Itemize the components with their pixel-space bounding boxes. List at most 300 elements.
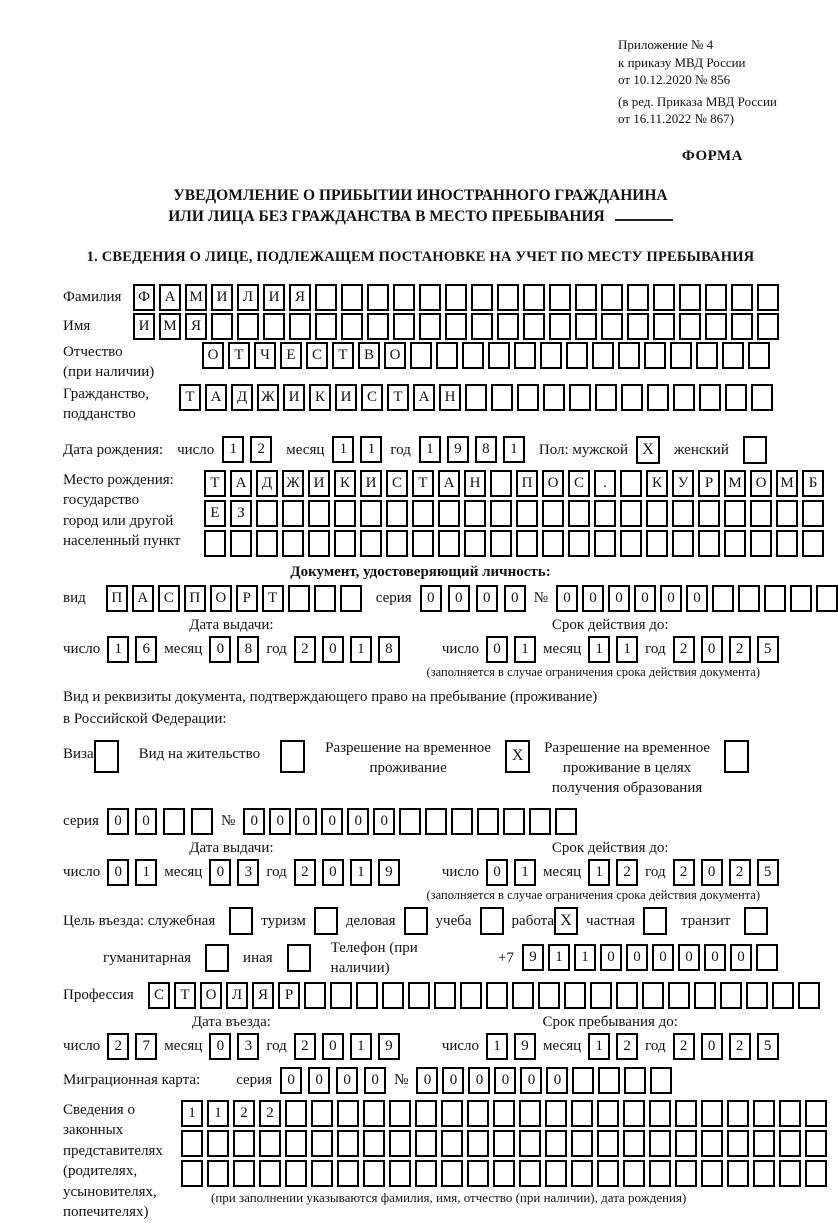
char-cell[interactable]: Т [412,470,434,497]
char-cell[interactable] [523,313,545,340]
char-cell[interactable]: Ч [254,342,276,369]
char-cell[interactable]: 0 [364,1067,386,1094]
char-cell[interactable] [514,342,536,369]
char-cell[interactable] [649,1130,671,1157]
char-cell[interactable] [595,384,617,411]
char-cell[interactable]: М [724,470,746,497]
char-cell[interactable]: 9 [447,436,469,463]
char-cell[interactable]: . [594,470,616,497]
char-cell[interactable] [790,585,812,612]
char-cell[interactable]: 3 [237,859,259,886]
char-cell[interactable] [337,1100,359,1127]
char-cell[interactable] [382,982,404,1009]
char-cell[interactable] [701,1160,723,1187]
char-cell[interactable]: 0 [347,808,369,835]
char-cell[interactable]: 8 [237,636,259,663]
char-cell[interactable]: 0 [486,636,508,663]
char-cell[interactable]: 2 [673,859,695,886]
char-cell[interactable] [675,1100,697,1127]
char-cell[interactable] [727,1160,749,1187]
char-cell[interactable]: Т [179,384,201,411]
temp-residence-checkbox[interactable]: X [505,740,530,773]
char-cell[interactable]: 1 [332,436,354,463]
char-cell[interactable] [650,1067,672,1094]
char-cell[interactable]: 2 [729,636,751,663]
char-cell[interactable]: 0 [448,585,470,612]
char-cell[interactable] [467,1100,489,1127]
char-cell[interactable] [597,1130,619,1157]
char-cell[interactable]: М [159,313,181,340]
char-cell[interactable] [594,500,616,527]
char-cell[interactable]: И [360,470,382,497]
char-cell[interactable] [696,342,718,369]
char-cell[interactable]: В [358,342,380,369]
char-cell[interactable] [644,342,666,369]
char-cell[interactable]: 9 [522,944,544,971]
char-cell[interactable]: С [361,384,383,411]
char-cell[interactable]: Я [185,313,207,340]
char-cell[interactable] [670,342,692,369]
char-cell[interactable] [545,1160,567,1187]
char-cell[interactable] [438,500,460,527]
char-cell[interactable] [627,284,649,311]
char-cell[interactable] [438,530,460,557]
char-cell[interactable] [543,384,565,411]
char-cell[interactable] [386,530,408,557]
char-cell[interactable] [698,530,720,557]
char-cell[interactable] [389,1100,411,1127]
char-cell[interactable] [415,1100,437,1127]
char-cell[interactable]: 0 [209,636,231,663]
char-cell[interactable] [311,1130,333,1157]
char-cell[interactable]: 0 [476,585,498,612]
char-cell[interactable]: 1 [419,436,441,463]
char-cell[interactable] [233,1160,255,1187]
char-cell[interactable]: Б [802,470,824,497]
char-cell[interactable] [597,1100,619,1127]
char-cell[interactable] [334,500,356,527]
char-cell[interactable]: 2 [294,636,316,663]
char-cell[interactable]: 0 [730,944,752,971]
char-cell[interactable] [441,1130,463,1157]
char-cell[interactable] [256,530,278,557]
char-cell[interactable] [337,1160,359,1187]
char-cell[interactable] [802,500,824,527]
char-cell[interactable] [572,1067,594,1094]
char-cell[interactable] [623,1160,645,1187]
char-cell[interactable] [738,585,760,612]
char-cell[interactable] [360,500,382,527]
char-cell[interactable] [705,313,727,340]
char-cell[interactable]: 1 [350,1033,372,1060]
char-cell[interactable] [519,1160,541,1187]
char-cell[interactable] [568,500,590,527]
char-cell[interactable]: Л [226,982,248,1009]
char-cell[interactable]: 0 [701,859,723,886]
char-cell[interactable]: 0 [704,944,726,971]
char-cell[interactable] [722,342,744,369]
char-cell[interactable] [360,530,382,557]
char-cell[interactable]: 0 [416,1067,438,1094]
char-cell[interactable]: 0 [652,944,674,971]
char-cell[interactable] [594,530,616,557]
purpose-business-checkbox[interactable] [404,907,428,935]
char-cell[interactable]: 1 [574,944,596,971]
char-cell[interactable]: 1 [350,636,372,663]
char-cell[interactable]: Н [439,384,461,411]
char-cell[interactable] [425,808,447,835]
char-cell[interactable] [616,982,638,1009]
char-cell[interactable] [772,982,794,1009]
char-cell[interactable] [334,530,356,557]
char-cell[interactable]: 9 [378,859,400,886]
char-cell[interactable] [308,530,330,557]
char-cell[interactable]: Е [280,342,302,369]
char-cell[interactable]: 0 [686,585,708,612]
char-cell[interactable]: 2 [259,1100,281,1127]
char-cell[interactable]: 8 [475,436,497,463]
char-cell[interactable] [779,1130,801,1157]
char-cell[interactable] [471,313,493,340]
char-cell[interactable] [259,1130,281,1157]
char-cell[interactable] [341,284,363,311]
char-cell[interactable]: 0 [520,1067,542,1094]
char-cell[interactable] [490,530,512,557]
char-cell[interactable] [568,530,590,557]
char-cell[interactable]: О [202,342,224,369]
purpose-private-checkbox[interactable] [643,907,667,935]
char-cell[interactable] [601,284,623,311]
char-cell[interactable] [649,1100,671,1127]
char-cell[interactable]: 0 [494,1067,516,1094]
sex-female-checkbox[interactable] [743,436,767,464]
char-cell[interactable] [490,500,512,527]
char-cell[interactable] [491,384,513,411]
char-cell[interactable] [776,530,798,557]
char-cell[interactable] [620,500,642,527]
char-cell[interactable] [363,1160,385,1187]
char-cell[interactable]: 2 [250,436,272,463]
char-cell[interactable] [434,982,456,1009]
char-cell[interactable] [464,530,486,557]
char-cell[interactable] [233,1130,255,1157]
char-cell[interactable] [441,1100,463,1127]
char-cell[interactable] [393,313,415,340]
char-cell[interactable] [698,500,720,527]
purpose-study-checkbox[interactable] [480,907,504,935]
char-cell[interactable] [191,808,213,835]
char-cell[interactable]: 0 [504,585,526,612]
char-cell[interactable] [647,384,669,411]
char-cell[interactable] [367,313,389,340]
char-cell[interactable] [523,284,545,311]
char-cell[interactable]: 0 [626,944,648,971]
char-cell[interactable] [802,530,824,557]
char-cell[interactable]: 1 [616,636,638,663]
char-cell[interactable]: 0 [336,1067,358,1094]
char-cell[interactable]: 5 [757,1033,779,1060]
char-cell[interactable] [542,500,564,527]
char-cell[interactable] [653,313,675,340]
char-cell[interactable]: 0 [322,1033,344,1060]
char-cell[interactable] [545,1130,567,1157]
char-cell[interactable] [724,530,746,557]
char-cell[interactable] [720,982,742,1009]
char-cell[interactable]: 2 [233,1100,255,1127]
char-cell[interactable] [415,1130,437,1157]
char-cell[interactable]: А [132,585,154,612]
char-cell[interactable] [805,1130,827,1157]
char-cell[interactable]: 2 [673,1033,695,1060]
char-cell[interactable] [341,313,363,340]
char-cell[interactable]: 1 [588,859,610,886]
char-cell[interactable]: 5 [757,859,779,886]
char-cell[interactable]: С [158,585,180,612]
char-cell[interactable]: Ж [257,384,279,411]
char-cell[interactable]: 0 [546,1067,568,1094]
char-cell[interactable]: 0 [468,1067,490,1094]
char-cell[interactable] [816,585,838,612]
char-cell[interactable] [701,1130,723,1157]
char-cell[interactable] [538,982,560,1009]
char-cell[interactable] [445,313,467,340]
char-cell[interactable] [805,1100,827,1127]
char-cell[interactable]: Д [231,384,253,411]
char-cell[interactable] [389,1130,411,1157]
purpose-other-checkbox[interactable] [287,944,311,972]
char-cell[interactable]: 1 [514,636,536,663]
char-cell[interactable]: 0 [442,1067,464,1094]
purpose-transit-checkbox[interactable] [744,907,768,935]
char-cell[interactable] [486,982,508,1009]
char-cell[interactable] [419,284,441,311]
char-cell[interactable] [517,384,539,411]
char-cell[interactable] [673,384,695,411]
char-cell[interactable] [311,1160,333,1187]
char-cell[interactable] [516,530,538,557]
purpose-work-checkbox[interactable]: X [554,907,578,935]
char-cell[interactable] [566,342,588,369]
char-cell[interactable] [731,313,753,340]
char-cell[interactable] [315,284,337,311]
char-cell[interactable] [564,982,586,1009]
char-cell[interactable] [399,808,421,835]
char-cell[interactable] [304,982,326,1009]
char-cell[interactable]: Т [204,470,226,497]
char-cell[interactable] [386,500,408,527]
char-cell[interactable]: 1 [588,636,610,663]
char-cell[interactable] [549,313,571,340]
char-cell[interactable] [490,470,512,497]
char-cell[interactable]: 1 [588,1033,610,1060]
char-cell[interactable] [727,1100,749,1127]
purpose-official-checkbox[interactable] [229,907,253,935]
char-cell[interactable]: 0 [678,944,700,971]
char-cell[interactable]: 0 [321,808,343,835]
char-cell[interactable] [288,585,310,612]
char-cell[interactable]: П [516,470,538,497]
char-cell[interactable] [757,284,779,311]
char-cell[interactable] [675,1130,697,1157]
char-cell[interactable]: Т [228,342,250,369]
char-cell[interactable]: Т [387,384,409,411]
char-cell[interactable] [597,1160,619,1187]
char-cell[interactable] [311,1100,333,1127]
char-cell[interactable]: С [148,982,170,1009]
char-cell[interactable]: 0 [322,636,344,663]
char-cell[interactable] [477,808,499,835]
char-cell[interactable]: Н [464,470,486,497]
char-cell[interactable] [503,808,525,835]
char-cell[interactable] [805,1160,827,1187]
char-cell[interactable]: 0 [634,585,656,612]
residence-permit-checkbox[interactable] [280,740,305,773]
char-cell[interactable]: 1 [222,436,244,463]
char-cell[interactable] [699,384,721,411]
char-cell[interactable] [753,1100,775,1127]
char-cell[interactable] [712,585,734,612]
char-cell[interactable] [571,1100,593,1127]
char-cell[interactable] [462,342,484,369]
char-cell[interactable] [672,500,694,527]
char-cell[interactable]: 6 [135,636,157,663]
char-cell[interactable] [646,500,668,527]
char-cell[interactable]: 2 [729,859,751,886]
char-cell[interactable] [285,1100,307,1127]
char-cell[interactable] [620,470,642,497]
char-cell[interactable]: О [200,982,222,1009]
char-cell[interactable]: 2 [673,636,695,663]
char-cell[interactable] [412,500,434,527]
char-cell[interactable] [285,1130,307,1157]
char-cell[interactable]: Ф [133,284,155,311]
char-cell[interactable]: 0 [701,636,723,663]
char-cell[interactable]: О [384,342,406,369]
char-cell[interactable]: 1 [350,859,372,886]
char-cell[interactable]: 0 [600,944,622,971]
char-cell[interactable]: К [334,470,356,497]
char-cell[interactable]: 5 [757,636,779,663]
char-cell[interactable] [750,500,772,527]
char-cell[interactable]: 9 [378,1033,400,1060]
char-cell[interactable]: А [413,384,435,411]
char-cell[interactable]: И [308,470,330,497]
char-cell[interactable]: 0 [660,585,682,612]
char-cell[interactable] [753,1130,775,1157]
char-cell[interactable] [393,284,415,311]
char-cell[interactable]: Я [289,284,311,311]
char-cell[interactable] [314,585,336,612]
char-cell[interactable] [646,530,668,557]
char-cell[interactable] [389,1160,411,1187]
char-cell[interactable] [204,530,226,557]
char-cell[interactable]: Р [236,585,258,612]
char-cell[interactable]: 8 [378,636,400,663]
char-cell[interactable] [590,982,612,1009]
char-cell[interactable] [181,1160,203,1187]
char-cell[interactable] [207,1130,229,1157]
char-cell[interactable]: И [263,284,285,311]
char-cell[interactable] [705,284,727,311]
char-cell[interactable]: 0 [107,808,129,835]
char-cell[interactable] [436,342,458,369]
purpose-tourism-checkbox[interactable] [314,907,338,935]
char-cell[interactable] [340,585,362,612]
char-cell[interactable]: А [159,284,181,311]
char-cell[interactable] [308,500,330,527]
char-cell[interactable] [230,530,252,557]
char-cell[interactable]: А [230,470,252,497]
char-cell[interactable]: 7 [135,1033,157,1060]
char-cell[interactable] [649,1160,671,1187]
char-cell[interactable] [764,585,786,612]
char-cell[interactable] [746,982,768,1009]
char-cell[interactable]: 2 [729,1033,751,1060]
char-cell[interactable] [757,313,779,340]
char-cell[interactable] [419,313,441,340]
char-cell[interactable] [467,1130,489,1157]
char-cell[interactable]: М [185,284,207,311]
char-cell[interactable]: 1 [207,1100,229,1127]
char-cell[interactable] [289,313,311,340]
char-cell[interactable]: 0 [243,808,265,835]
char-cell[interactable] [497,284,519,311]
char-cell[interactable] [467,1160,489,1187]
char-cell[interactable] [725,384,747,411]
char-cell[interactable]: И [211,284,233,311]
char-cell[interactable] [163,808,185,835]
char-cell[interactable]: 0 [582,585,604,612]
char-cell[interactable]: 2 [294,1033,316,1060]
char-cell[interactable] [779,1100,801,1127]
char-cell[interactable]: Р [698,470,720,497]
char-cell[interactable] [542,530,564,557]
char-cell[interactable]: Т [262,585,284,612]
char-cell[interactable] [694,982,716,1009]
char-cell[interactable] [363,1130,385,1157]
char-cell[interactable]: О [542,470,564,497]
char-cell[interactable] [471,284,493,311]
char-cell[interactable] [571,1160,593,1187]
char-cell[interactable] [592,342,614,369]
char-cell[interactable]: О [750,470,772,497]
char-cell[interactable] [529,808,551,835]
char-cell[interactable]: 9 [514,1033,536,1060]
char-cell[interactable] [601,313,623,340]
char-cell[interactable]: О [210,585,232,612]
char-cell[interactable]: Ж [282,470,304,497]
char-cell[interactable]: А [438,470,460,497]
visa-checkbox[interactable] [94,740,119,773]
char-cell[interactable] [776,500,798,527]
char-cell[interactable] [798,982,820,1009]
char-cell[interactable] [415,1160,437,1187]
char-cell[interactable] [445,284,467,311]
char-cell[interactable]: С [306,342,328,369]
char-cell[interactable]: 1 [360,436,382,463]
char-cell[interactable]: 2 [294,859,316,886]
char-cell[interactable]: 1 [514,859,536,886]
char-cell[interactable]: 0 [373,808,395,835]
char-cell[interactable] [748,342,770,369]
char-cell[interactable] [211,313,233,340]
char-cell[interactable] [488,342,510,369]
char-cell[interactable]: 0 [280,1067,302,1094]
char-cell[interactable]: С [386,470,408,497]
char-cell[interactable]: 0 [295,808,317,835]
char-cell[interactable] [282,530,304,557]
char-cell[interactable] [237,313,259,340]
